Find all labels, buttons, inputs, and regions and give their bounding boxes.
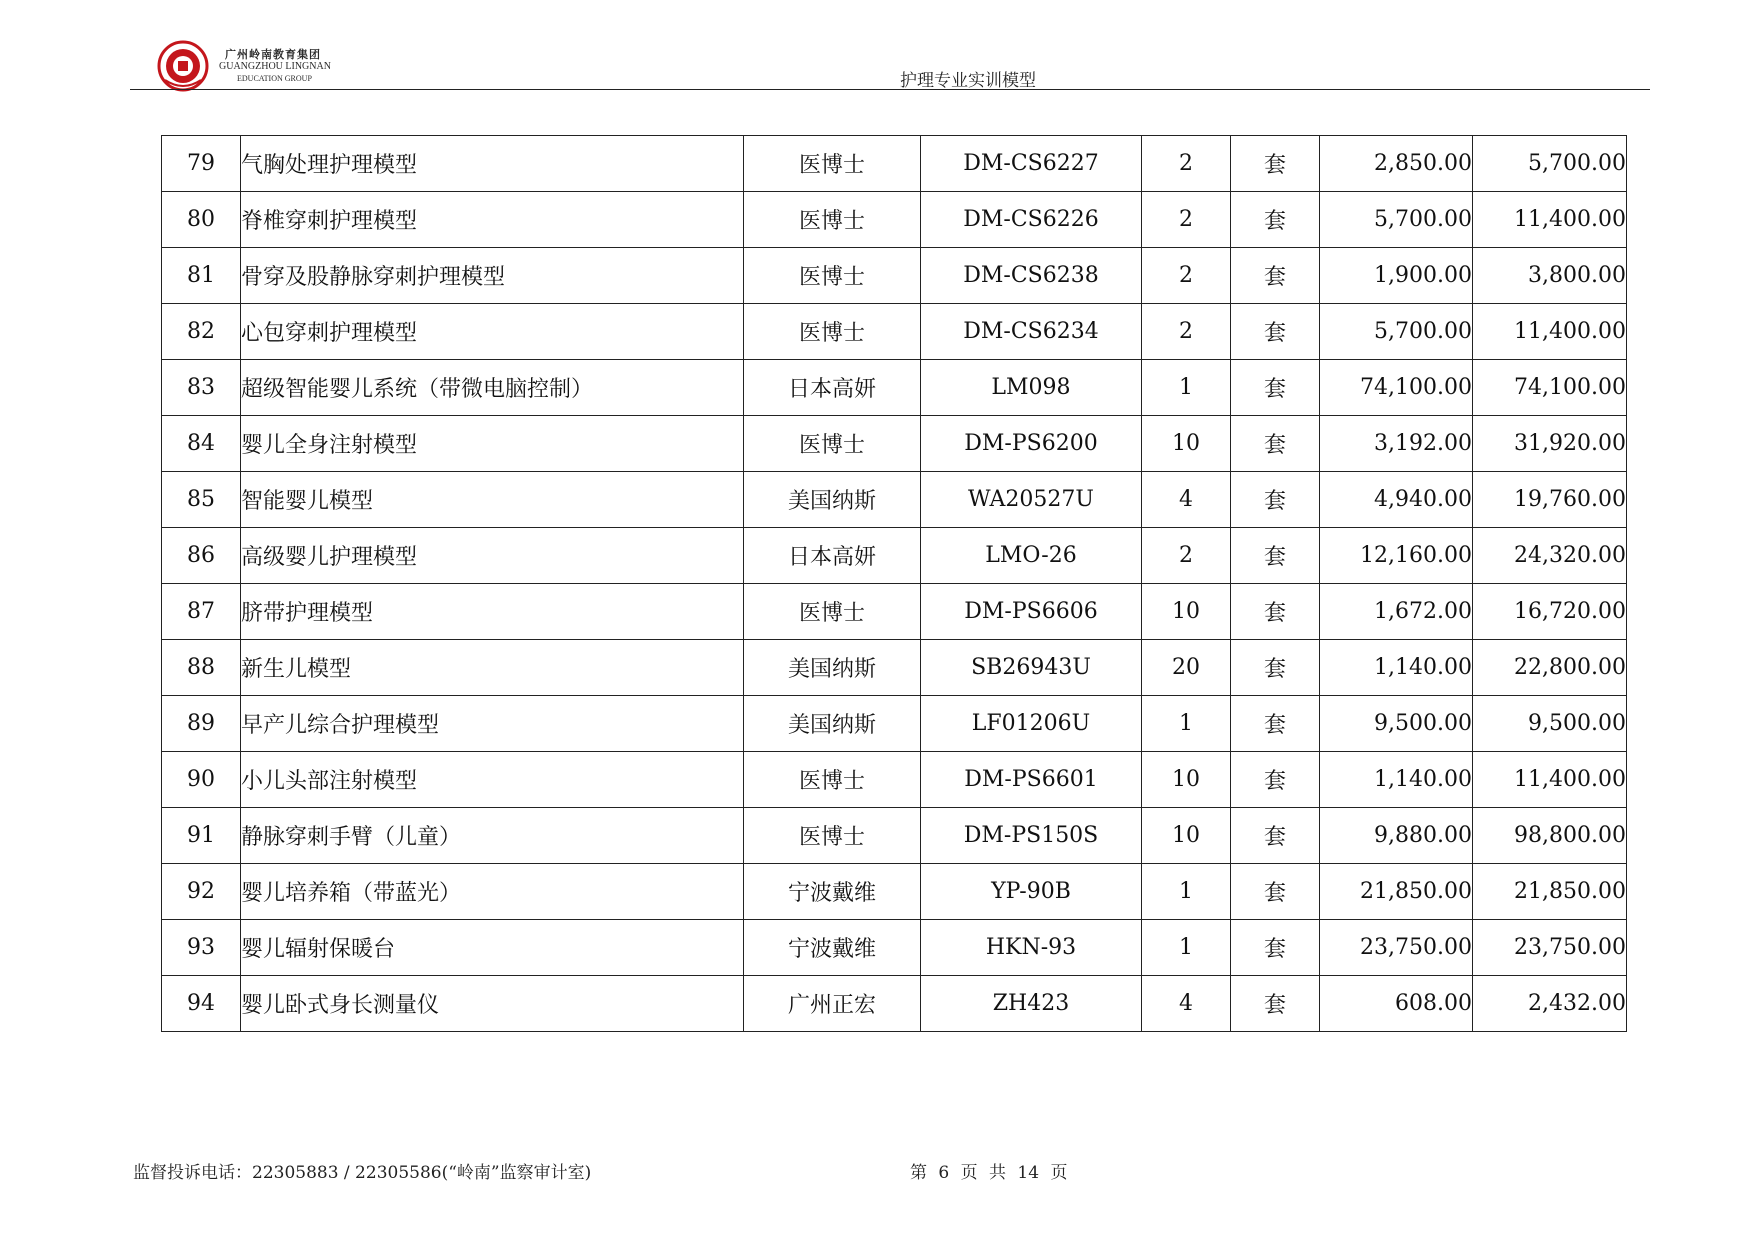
table-row xyxy=(162,192,1627,248)
item-name: 婴儿全身注射模型 xyxy=(241,416,744,472)
item-quantity: 2 xyxy=(1142,192,1231,248)
table-row xyxy=(162,920,1627,976)
item-unit-price: 9,500.00 xyxy=(1320,696,1473,752)
item-brand: 日本高妍 xyxy=(744,360,921,416)
item-total-price: 2,432.00 xyxy=(1473,976,1627,1032)
item-brand: 医博士 xyxy=(744,136,921,192)
item-number: 92 xyxy=(162,864,241,920)
item-model: DM-PS6200 xyxy=(921,416,1142,472)
item-brand: 医博士 xyxy=(744,752,921,808)
item-unit-price: 23,750.00 xyxy=(1320,920,1473,976)
logo-chinese-name: 广州岭南教育集团 xyxy=(225,48,321,61)
item-number: 82 xyxy=(162,304,241,360)
item-total-price: 11,400.00 xyxy=(1473,304,1627,360)
item-unit: 套 xyxy=(1231,752,1320,808)
item-quantity: 2 xyxy=(1142,304,1231,360)
table-row xyxy=(162,864,1627,920)
item-total-price: 11,400.00 xyxy=(1473,752,1627,808)
item-name: 婴儿辐射保暖台 xyxy=(241,920,744,976)
item-brand: 宁波戴维 xyxy=(744,864,921,920)
item-quantity: 10 xyxy=(1142,752,1231,808)
table-row xyxy=(162,808,1627,864)
item-model: LMO-26 xyxy=(921,528,1142,584)
item-name: 智能婴儿模型 xyxy=(241,472,744,528)
item-total-price: 98,800.00 xyxy=(1473,808,1627,864)
item-unit-price: 1,672.00 xyxy=(1320,584,1473,640)
item-total-price: 16,720.00 xyxy=(1473,584,1627,640)
item-quantity: 1 xyxy=(1142,696,1231,752)
item-model: ZH423 xyxy=(921,976,1142,1032)
item-model: YP-90B xyxy=(921,864,1142,920)
item-model: LF01206U xyxy=(921,696,1142,752)
item-brand: 医博士 xyxy=(744,192,921,248)
item-unit: 套 xyxy=(1231,304,1320,360)
table-row xyxy=(162,752,1627,808)
item-name: 心包穿刺护理模型 xyxy=(241,304,744,360)
item-total-price: 22,800.00 xyxy=(1473,640,1627,696)
item-total-price: 19,760.00 xyxy=(1473,472,1627,528)
page-number: 第 6 页 共 14 页 xyxy=(910,1163,1068,1183)
item-number: 83 xyxy=(162,360,241,416)
item-brand: 日本高妍 xyxy=(744,528,921,584)
table-row xyxy=(162,304,1627,360)
logo-english-name: GUANGZHOU LINGNAN xyxy=(219,61,331,72)
item-quantity: 1 xyxy=(1142,920,1231,976)
logo-english-subtitle: EDUCATION GROUP xyxy=(237,74,312,83)
logo xyxy=(157,40,372,96)
item-number: 84 xyxy=(162,416,241,472)
item-name: 气胸处理护理模型 xyxy=(241,136,744,192)
item-unit-price: 12,160.00 xyxy=(1320,528,1473,584)
item-name: 新生儿模型 xyxy=(241,640,744,696)
item-model: DM-CS6227 xyxy=(921,136,1142,192)
item-quantity: 2 xyxy=(1142,248,1231,304)
item-number: 90 xyxy=(162,752,241,808)
item-quantity: 10 xyxy=(1142,808,1231,864)
item-brand: 医博士 xyxy=(744,304,921,360)
item-model: SB26943U xyxy=(921,640,1142,696)
table-row xyxy=(162,976,1627,1032)
item-brand: 美国纳斯 xyxy=(744,696,921,752)
item-name: 小儿头部注射模型 xyxy=(241,752,744,808)
item-quantity: 4 xyxy=(1142,472,1231,528)
item-unit: 套 xyxy=(1231,192,1320,248)
item-brand: 美国纳斯 xyxy=(744,472,921,528)
item-number: 86 xyxy=(162,528,241,584)
item-model: DM-PS150S xyxy=(921,808,1142,864)
item-unit-price: 1,140.00 xyxy=(1320,752,1473,808)
item-brand: 宁波戴维 xyxy=(744,920,921,976)
item-total-price: 9,500.00 xyxy=(1473,696,1627,752)
item-unit: 套 xyxy=(1231,136,1320,192)
item-name: 高级婴儿护理模型 xyxy=(241,528,744,584)
item-quantity: 2 xyxy=(1142,528,1231,584)
lingnan-seal-icon xyxy=(157,40,209,92)
item-quantity: 1 xyxy=(1142,864,1231,920)
document-title: 护理专业实训模型 xyxy=(900,71,1036,91)
item-total-price: 74,100.00 xyxy=(1473,360,1627,416)
item-name: 脐带护理模型 xyxy=(241,584,744,640)
item-unit: 套 xyxy=(1231,640,1320,696)
item-name: 骨穿及股静脉穿刺护理模型 xyxy=(241,248,744,304)
item-unit-price: 74,100.00 xyxy=(1320,360,1473,416)
item-model: DM-PS6606 xyxy=(921,584,1142,640)
item-name: 早产儿综合护理模型 xyxy=(241,696,744,752)
table-row xyxy=(162,640,1627,696)
table-row xyxy=(162,472,1627,528)
item-unit: 套 xyxy=(1231,808,1320,864)
table-row xyxy=(162,360,1627,416)
item-brand: 医博士 xyxy=(744,584,921,640)
complaint-hotline: 监督投诉电话：22305883 / 22305586(“岭南”监察审计室) xyxy=(133,1163,592,1183)
item-name: 静脉穿刺手臂（儿童） xyxy=(241,808,744,864)
item-unit-price: 5,700.00 xyxy=(1320,192,1473,248)
table-row xyxy=(162,248,1627,304)
item-number: 79 xyxy=(162,136,241,192)
item-brand: 广州正宏 xyxy=(744,976,921,1032)
item-unit-price: 3,192.00 xyxy=(1320,416,1473,472)
item-quantity: 2 xyxy=(1142,136,1231,192)
item-unit-price: 608.00 xyxy=(1320,976,1473,1032)
table-row xyxy=(162,696,1627,752)
item-unit-price: 9,880.00 xyxy=(1320,808,1473,864)
item-unit-price: 4,940.00 xyxy=(1320,472,1473,528)
item-unit: 套 xyxy=(1231,584,1320,640)
item-unit: 套 xyxy=(1231,416,1320,472)
item-quantity: 10 xyxy=(1142,584,1231,640)
item-name: 婴儿培养箱（带蓝光） xyxy=(241,864,744,920)
table-row xyxy=(162,416,1627,472)
item-unit: 套 xyxy=(1231,864,1320,920)
item-quantity: 10 xyxy=(1142,416,1231,472)
item-unit-price: 1,140.00 xyxy=(1320,640,1473,696)
item-model: DM-CS6226 xyxy=(921,192,1142,248)
item-total-price: 3,800.00 xyxy=(1473,248,1627,304)
table-row xyxy=(162,584,1627,640)
item-unit: 套 xyxy=(1231,248,1320,304)
item-model: DM-CS6238 xyxy=(921,248,1142,304)
item-quantity: 1 xyxy=(1142,360,1231,416)
item-model: DM-PS6601 xyxy=(921,752,1142,808)
item-unit: 套 xyxy=(1231,360,1320,416)
item-number: 87 xyxy=(162,584,241,640)
item-unit-price: 2,850.00 xyxy=(1320,136,1473,192)
item-number: 89 xyxy=(162,696,241,752)
item-number: 81 xyxy=(162,248,241,304)
item-number: 88 xyxy=(162,640,241,696)
table-row xyxy=(162,136,1627,192)
table-row xyxy=(162,528,1627,584)
item-name: 婴儿卧式身长测量仪 xyxy=(241,976,744,1032)
item-model: HKN-93 xyxy=(921,920,1142,976)
item-name: 脊椎穿刺护理模型 xyxy=(241,192,744,248)
item-total-price: 24,320.00 xyxy=(1473,528,1627,584)
equipment-table xyxy=(161,135,1627,1032)
item-model: WA20527U xyxy=(921,472,1142,528)
item-unit: 套 xyxy=(1231,696,1320,752)
item-unit: 套 xyxy=(1231,920,1320,976)
item-total-price: 5,700.00 xyxy=(1473,136,1627,192)
item-unit: 套 xyxy=(1231,528,1320,584)
item-number: 93 xyxy=(162,920,241,976)
item-number: 85 xyxy=(162,472,241,528)
item-brand: 医博士 xyxy=(744,248,921,304)
header-divider xyxy=(130,89,1650,90)
item-total-price: 21,850.00 xyxy=(1473,864,1627,920)
item-total-price: 23,750.00 xyxy=(1473,920,1627,976)
item-model: DM-CS6234 xyxy=(921,304,1142,360)
item-quantity: 4 xyxy=(1142,976,1231,1032)
item-brand: 医博士 xyxy=(744,808,921,864)
item-number: 94 xyxy=(162,976,241,1032)
item-quantity: 20 xyxy=(1142,640,1231,696)
item-model: LM098 xyxy=(921,360,1142,416)
item-brand: 美国纳斯 xyxy=(744,640,921,696)
item-unit-price: 21,850.00 xyxy=(1320,864,1473,920)
item-total-price: 31,920.00 xyxy=(1473,416,1627,472)
item-unit: 套 xyxy=(1231,472,1320,528)
item-number: 91 xyxy=(162,808,241,864)
item-number: 80 xyxy=(162,192,241,248)
item-unit: 套 xyxy=(1231,976,1320,1032)
item-unit-price: 1,900.00 xyxy=(1320,248,1473,304)
item-name: 超级智能婴儿系统（带微电脑控制） xyxy=(241,360,744,416)
item-brand: 医博士 xyxy=(744,416,921,472)
item-total-price: 11,400.00 xyxy=(1473,192,1627,248)
item-unit-price: 5,700.00 xyxy=(1320,304,1473,360)
